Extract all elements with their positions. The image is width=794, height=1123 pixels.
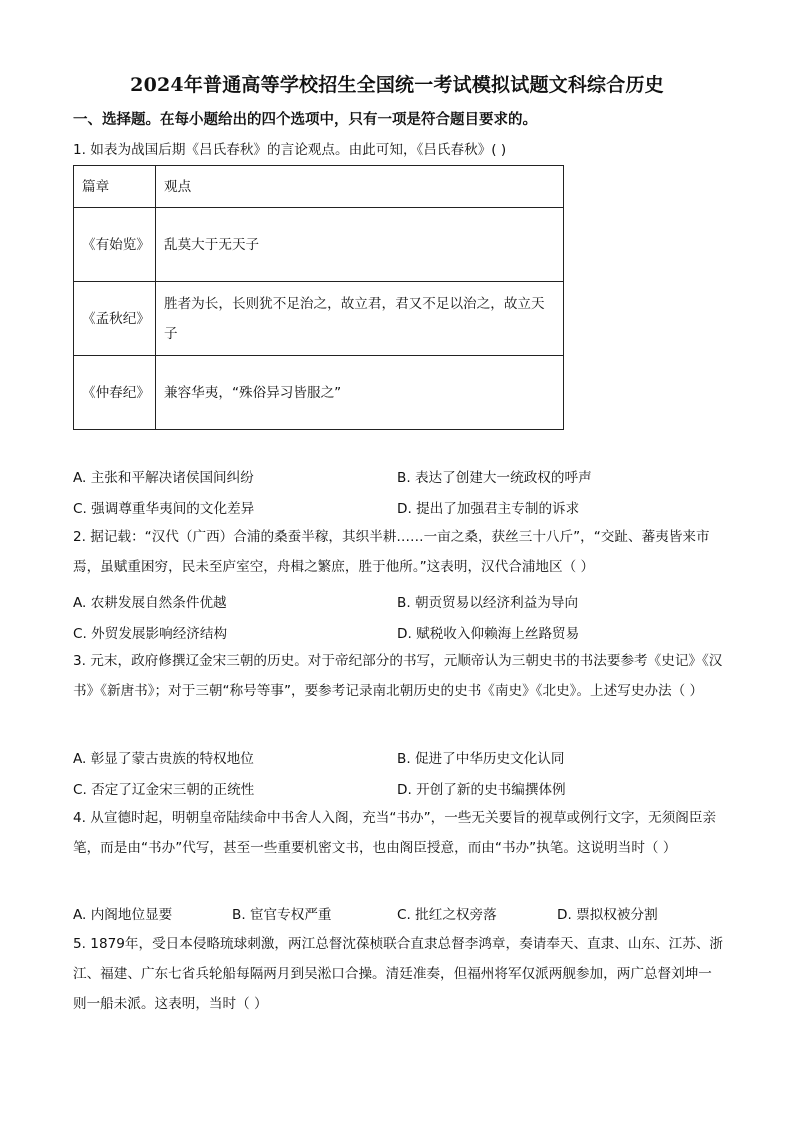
- q1-option-d[interactable]: D. 提出了加强君主专制的诉求: [397, 501, 580, 517]
- table-header-row: [74, 166, 564, 208]
- q4-option-c[interactable]: C. 批红之权旁落: [397, 907, 497, 923]
- question-3-stem: 3. 元末，政府修撰辽金宋三朝的历史。对于帝纪部分的书写，元顺帝认为三朝史书的书法要参考《史记》《汉书》《新唐书》；对于三朝“称号等事”，要参考记录南北朝历史的史书《南史》《北史》。上述写史办法（ ）: [73, 653, 723, 699]
- q4-option-a[interactable]: A. 内阁地位显要: [73, 907, 173, 923]
- question-4-stem: 4. 从宣德时起，明朝皇帝陆续命中书舍人入阁，充当“书办”，一些无关要旨的视草或例行文字，无须阁臣亲笔，而是由“书办”代写，甚至一些重要机密文书，也由阁臣授意，而由“书办”执笔。这说明当时（ ）: [73, 810, 717, 856]
- q1-option-b[interactable]: B. 表达了创建大一统政权的呼声: [397, 470, 592, 486]
- table-row: [74, 208, 564, 282]
- table-header-viewpoint: 观点: [156, 166, 564, 208]
- table-cell-viewpoint: 胜者为长，长则犹不足治之，故立君，君又不足以治之，故立天子: [156, 282, 564, 356]
- question-2-stem: 2. 据记载：“汉代（广西）合浦的桑蚕半稼，其织半耕……一亩之桑，获丝三十八斤”，“交趾、蕃夷皆来市焉，虽赋重困穷，民未至庐室空，舟楫之繁庶，胜于他所。”这表明，汉代合浦地区（ ）: [73, 529, 710, 575]
- table-row: [74, 282, 564, 356]
- table-cell-viewpoint: 乱莫大于无天子: [156, 208, 564, 282]
- q4-option-d[interactable]: D. 票拟权被分割: [557, 907, 658, 923]
- exam-title: 2024年普通高等学校招生全国统一考试模拟试题文科综合历史: [130, 74, 664, 96]
- q2-option-a[interactable]: A. 农耕发展自然条件优越: [73, 595, 227, 611]
- q2-option-c[interactable]: C. 外贸发展影响经济结构: [73, 626, 228, 642]
- q3-option-b[interactable]: B. 促进了中华历史文化认同: [397, 751, 565, 767]
- table-cell-viewpoint: 兼容华夷，“殊俗异习皆服之”: [156, 356, 564, 430]
- section-heading: 一、选择题。在每小题给出的四个选项中，只有一项是符合题目要求的。: [73, 111, 537, 128]
- q2-option-d[interactable]: D. 赋税收入仰赖海上丝路贸易: [397, 626, 580, 642]
- q1-option-a[interactable]: A. 主张和平解决诸侯国间纠纷: [73, 470, 254, 486]
- q1-option-c[interactable]: C. 强调尊重华夷间的文化差异: [73, 501, 255, 517]
- table-cell-chapter: 《孟秋纪》: [74, 282, 156, 356]
- viewpoint-table: [73, 165, 564, 430]
- question-1-stem: 1. 如表为战国后期《吕氏春秋》的言论观点。由此可知，《吕氏春秋》( ): [73, 142, 507, 158]
- q3-option-d[interactable]: D. 开创了新的史书编撰体例: [397, 782, 566, 798]
- q2-option-b[interactable]: B. 朝贡贸易以经济利益为导向: [397, 595, 579, 611]
- q3-option-a[interactable]: A. 彰显了蒙古贵族的特权地位: [73, 751, 254, 767]
- table-header-chapter: 篇章: [74, 166, 156, 208]
- table-row: [74, 356, 564, 430]
- table-cell-chapter: 《仲春纪》: [74, 356, 156, 430]
- table-cell-chapter: 《有始览》: [74, 208, 156, 282]
- question-5-stem: 5. 1879年，受日本侵略琉球刺激，两江总督沈葆桢联合直隶总督李鸿章，奏请奉天、直隶、山东、江苏、浙江、福建、广东七省兵轮船每隔两月到吴淞口合操。清廷准奏，但福州将军仅派两舰参加，两广总督刘坤一则一船未派。这表明，当时（ ）: [73, 936, 724, 1012]
- q3-option-c[interactable]: C. 否定了辽金宋三朝的正统性: [73, 782, 255, 798]
- q4-option-b[interactable]: B. 宦官专权严重: [232, 907, 332, 923]
